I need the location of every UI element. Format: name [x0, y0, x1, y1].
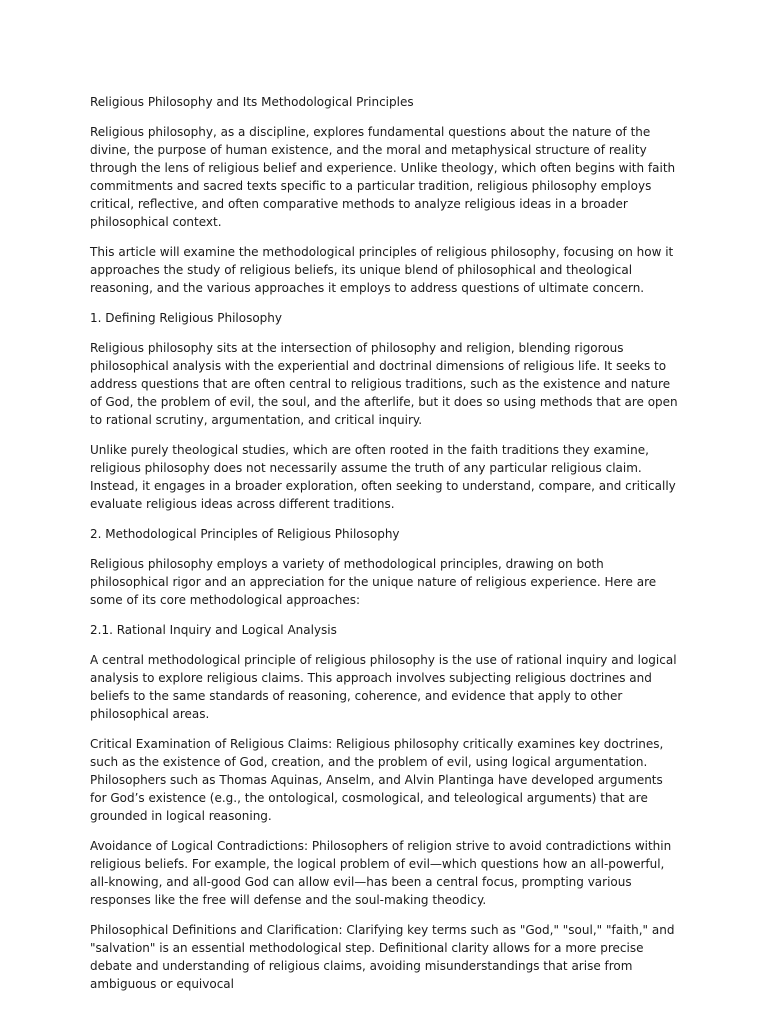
paragraph-rational-inquiry: A central methodological principle of religious philosophy is the use of rational inquiry and logical analysis to explore religious claims. This approach involves subjecting religious doctrines and beliefs to the same standards of reasoning, coherence, and evidence that apply to other philosophical areas. [90, 653, 677, 721]
section-heading-2: 2. Methodological Principles of Religious Philosophy [90, 527, 400, 541]
paragraph-definitions-clarification: Philosophical Definitions and Clarification: Clarifying key terms such as "God," "soul," "faith," and "salvation" is an essential methodological step. Definitional clarity allows for a more precise debate and understanding of religious claims, avoiding misunderstandings that arise from ambiguous or equivocal [90, 923, 675, 991]
paragraph-article-scope: This article will examine the methodological principles of religious philosophy, focusing on how it approaches the study of religious beliefs, its unique blend of philosophical and theological reasoning, and the various approaches it employs to address questions of ultimate concern. [90, 245, 674, 295]
document-title: Religious Philosophy and Its Methodological Principles [90, 95, 414, 109]
paragraph-critical-examination: Critical Examination of Religious Claims: Religious philosophy critically examines key doctrines, such as the existence of God, creation, and the problem of evil, using logical argumentation. Philosophers such as Thomas Aquinas, Anselm, and Alvin Plantinga have developed arguments for God’s existence (e.g., the ontological, cosmological, and teleological arguments) that are grounded in logical reasoning. [90, 737, 664, 823]
paragraph-logical-contradictions: Avoidance of Logical Contradictions: Philosophers of religion strive to avoid contradictions within religious beliefs. For example, the logical problem of evil—which questions how an all-powerful, all-knowing, and all-good God can allow evil—has been a central focus, prompting various responses like the free will defense and the soul-making theodicy. [90, 839, 672, 907]
paragraph-definition: Religious philosophy sits at the intersection of philosophy and religion, blending rigorous philosophical analysis with the experiential and doctrinal dimensions of religious life. It seeks to address questions that are often central to religious traditions, such as the existence and nature of God, the problem of evil, the soul, and the afterlife, but it does so using methods that are open to rational scrutiny, argumentation, and critical inquiry. [90, 341, 678, 427]
document-body [90, 93, 680, 1005]
paragraph-intro: Religious philosophy, as a discipline, explores fundamental questions about the nature of the divine, the purpose of human existence, and the moral and metaphysical structure of reality through the lens of religious belief and experience. Unlike theology, which often begins with faith commitments and sacred texts specific to a particular tradition, religious philosophy employs critical, reflective, and often comparative methods to analyze religious ideas in a broader philosophical context. [90, 125, 676, 229]
section-heading-1: 1. Defining Religious Philosophy [90, 311, 283, 325]
paragraph-methods-intro: Religious philosophy employs a variety of methodological principles, drawing on both philosophical rigor and an appreciation for the unique nature of religious experience. Here are some of its core methodological approaches: [90, 557, 657, 607]
paragraph-theology-contrast: Unlike purely theological studies, which are often rooted in the faith traditions they examine, religious philosophy does not necessarily assume the truth of any particular religious claim. Instead, it engages in a broader exploration, often seeking to understand, compare, and critically evaluate religious ideas across different traditions. [90, 443, 676, 511]
subsection-heading-2-1: 2.1. Rational Inquiry and Logical Analysis [90, 623, 337, 637]
